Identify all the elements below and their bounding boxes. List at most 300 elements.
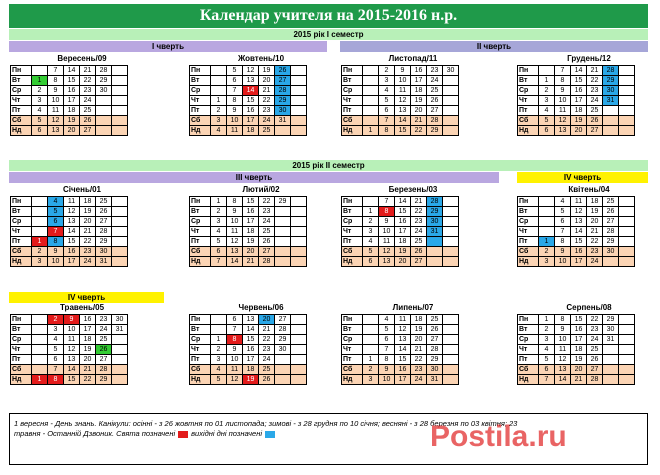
weekday-label: Чт [11, 227, 32, 237]
day-cell: 6 [379, 335, 395, 345]
day-cell: 31 [275, 116, 291, 126]
day-cell: 17 [571, 96, 587, 106]
day-cell: 22 [587, 237, 603, 247]
day-cell: 25 [96, 335, 112, 345]
weekday-label: Пн [518, 315, 539, 325]
month-title: Квітень/04 [568, 185, 610, 194]
day-cell: 19 [80, 345, 96, 355]
day-cell: 15 [395, 207, 411, 217]
day-cell [112, 375, 128, 385]
day-cell: 13 [395, 106, 411, 116]
weekday-label: Пт [518, 355, 539, 365]
day-cell [291, 315, 307, 325]
day-cell: 18 [243, 126, 259, 136]
day-cell [619, 116, 635, 126]
day-cell: 29 [603, 237, 619, 247]
day-cell: 1 [211, 96, 227, 106]
day-cell: 14 [571, 227, 587, 237]
day-cell: 28 [275, 325, 291, 335]
weekday-label: Нд [342, 375, 363, 385]
day-cell: 4 [211, 227, 227, 237]
day-cell [211, 66, 227, 76]
day-cell [619, 315, 635, 325]
day-cell [112, 335, 128, 345]
day-cell: 15 [571, 315, 587, 325]
day-cell: 26 [427, 325, 443, 335]
day-cell: 30 [96, 247, 112, 257]
day-cell [96, 126, 112, 136]
day-cell: 16 [571, 325, 587, 335]
day-cell [112, 116, 128, 126]
day-cell: 10 [227, 116, 243, 126]
day-cell: 3 [211, 116, 227, 126]
day-cell: 3 [363, 227, 379, 237]
day-cell: 28 [275, 86, 291, 96]
day-cell [443, 126, 459, 136]
day-cell: 28 [259, 257, 275, 267]
day-cell [603, 257, 619, 267]
day-cell: 9 [395, 66, 411, 76]
day-cell [443, 375, 459, 385]
quarter-1-banner: І чверть [9, 41, 327, 52]
day-cell: 2 [48, 315, 64, 325]
day-cell: 19 [571, 116, 587, 126]
day-cell: 7 [539, 375, 555, 385]
day-cell: 10 [395, 76, 411, 86]
notes-line-2a: травня - Останній Дзвоник. Свята позначені [14, 429, 176, 438]
day-cell: 21 [243, 257, 259, 267]
day-cell: 15 [64, 375, 80, 385]
day-cell [112, 96, 128, 106]
day-cell: 11 [571, 197, 587, 207]
weekday-label: Пт [11, 106, 32, 116]
day-cell [211, 86, 227, 96]
day-cell [291, 116, 307, 126]
day-cell: 10 [48, 96, 64, 106]
day-cell: 14 [64, 365, 80, 375]
day-cell: 28 [587, 375, 603, 385]
day-cell: 21 [80, 227, 96, 237]
day-cell [539, 217, 555, 227]
day-cell [539, 197, 555, 207]
day-cell [275, 227, 291, 237]
day-cell: 13 [379, 257, 395, 267]
weekday-label: Чт [190, 345, 211, 355]
day-cell: 14 [555, 375, 571, 385]
day-cell: 31 [603, 96, 619, 106]
day-cell [443, 86, 459, 96]
day-cell: 14 [64, 227, 80, 237]
day-cell: 12 [227, 375, 243, 385]
day-cell [603, 126, 619, 136]
day-cell: 20 [411, 335, 427, 345]
weekday-label: Ср [518, 217, 539, 227]
day-cell: 13 [395, 335, 411, 345]
day-cell: 13 [571, 217, 587, 227]
day-cell: 1 [32, 76, 48, 86]
weekday-label: Ср [190, 217, 211, 227]
day-cell: 21 [587, 227, 603, 237]
weekday-label: Пт [11, 237, 32, 247]
day-cell: 29 [275, 96, 291, 106]
day-cell: 25 [80, 106, 96, 116]
day-cell [291, 237, 307, 247]
weekday-label: Сб [11, 365, 32, 375]
weekday-label: Нд [518, 375, 539, 385]
day-cell: 24 [587, 96, 603, 106]
day-cell [539, 207, 555, 217]
day-cell [211, 325, 227, 335]
day-cell: 30 [603, 247, 619, 257]
day-cell: 22 [80, 375, 96, 385]
month-title: Грудень/12 [567, 54, 611, 63]
weekday-label: Вт [518, 325, 539, 335]
day-cell: 3 [539, 96, 555, 106]
day-cell: 4 [363, 237, 379, 247]
day-cell [443, 76, 459, 86]
day-cell: 19 [259, 66, 275, 76]
day-cell: 27 [603, 217, 619, 227]
day-cell: 17 [64, 257, 80, 267]
weekday-label: Чт [342, 96, 363, 106]
day-cell: 18 [571, 345, 587, 355]
day-cell: 14 [243, 325, 259, 335]
day-cell: 29 [275, 335, 291, 345]
day-cell [32, 355, 48, 365]
weekday-label: Нд [11, 257, 32, 267]
day-cell [619, 345, 635, 355]
day-cell: 5 [539, 116, 555, 126]
notes-line-1: 1 вересня - День знань. Канікули: осінні - з 26 жовтня по 01 листопада; зимові - з 28 грудня по 10 січня; весняні - з 28 березня по 03 квітня; 23 [14, 419, 518, 428]
day-cell: 18 [587, 197, 603, 207]
day-cell [112, 247, 128, 257]
day-cell: 22 [411, 207, 427, 217]
day-cell: 25 [259, 227, 275, 237]
day-cell: 29 [427, 126, 443, 136]
day-cell: 17 [395, 227, 411, 237]
day-cell: 23 [259, 207, 275, 217]
day-cell: 11 [379, 237, 395, 247]
weekday-label: Нд [342, 257, 363, 267]
month-title: Червень/06 [238, 303, 284, 312]
day-cell [291, 217, 307, 227]
weekday-label: Вт [11, 325, 32, 335]
day-cell [211, 76, 227, 86]
weekday-label: Ср [342, 86, 363, 96]
day-cell [291, 197, 307, 207]
day-cell: 10 [64, 325, 80, 335]
day-cell [291, 257, 307, 267]
semester-1-banner: 2015 рік I семестр [9, 29, 648, 40]
day-cell [363, 335, 379, 345]
day-cell [96, 116, 112, 126]
day-cell: 24 [259, 217, 275, 227]
day-cell: 11 [227, 227, 243, 237]
day-cell: 1 [363, 126, 379, 136]
day-cell: 8 [555, 315, 571, 325]
weekday-label: Вт [190, 207, 211, 217]
day-cell [603, 365, 619, 375]
day-cell: 16 [395, 365, 411, 375]
month-grid [10, 314, 128, 385]
day-cell: 10 [48, 257, 64, 267]
day-cell: 12 [379, 247, 395, 257]
weekday-label: Нд [190, 257, 211, 267]
weekday-label: Нд [518, 126, 539, 136]
weekday-label: Ср [11, 217, 32, 227]
day-cell [363, 106, 379, 116]
weekday-label: Пн [518, 66, 539, 76]
day-cell: 2 [211, 207, 227, 217]
day-cell: 13 [64, 355, 80, 365]
month-grid [341, 196, 459, 267]
day-cell [619, 197, 635, 207]
day-cell [603, 355, 619, 365]
month-title: Жовтень/10 [237, 54, 285, 63]
day-cell: 3 [32, 257, 48, 267]
day-cell: 7 [379, 345, 395, 355]
weekday-label: Чт [11, 345, 32, 355]
day-cell: 11 [555, 106, 571, 116]
day-cell: 7 [555, 66, 571, 76]
day-cell: 13 [555, 126, 571, 136]
day-cell: 31 [427, 227, 443, 237]
weekday-label: Пн [190, 315, 211, 325]
day-cell [32, 345, 48, 355]
weekday-label: Пн [342, 315, 363, 325]
day-cell [112, 345, 128, 355]
day-cell: 10 [379, 227, 395, 237]
day-cell [112, 66, 128, 76]
weekday-label: Вт [342, 207, 363, 217]
day-cell: 28 [603, 227, 619, 237]
weekday-label: Вт [518, 76, 539, 86]
day-cell: 14 [395, 345, 411, 355]
day-cell: 22 [259, 96, 275, 106]
day-cell: 18 [64, 106, 80, 116]
day-cell [112, 86, 128, 96]
day-cell: 24 [427, 76, 443, 86]
weekday-label: Ср [518, 335, 539, 345]
day-cell: 25 [587, 345, 603, 355]
day-cell: 3 [32, 96, 48, 106]
weekday-label: Пт [518, 237, 539, 247]
weekday-label: Сб [342, 365, 363, 375]
day-cell: 4 [539, 106, 555, 116]
day-cell: 27 [411, 257, 427, 267]
day-cell: 31 [603, 335, 619, 345]
day-cell: 23 [427, 66, 443, 76]
day-cell [32, 325, 48, 335]
day-cell: 29 [96, 76, 112, 86]
day-cell: 5 [379, 325, 395, 335]
day-cell: 1 [211, 335, 227, 345]
day-cell [291, 66, 307, 76]
page-title: Календар учителя на 2015-2016 н.р. [9, 4, 648, 28]
day-cell: 1 [32, 375, 48, 385]
weekday-label: Ср [342, 335, 363, 345]
day-cell: 28 [603, 66, 619, 76]
day-cell [619, 66, 635, 76]
day-cell: 2 [363, 217, 379, 227]
day-cell: 7 [379, 116, 395, 126]
day-cell: 27 [96, 217, 112, 227]
month-title: Липень/07 [392, 303, 434, 312]
day-cell [603, 375, 619, 385]
day-cell: 26 [259, 237, 275, 247]
day-cell: 17 [411, 76, 427, 86]
day-cell: 15 [64, 76, 80, 86]
day-cell: 19 [587, 207, 603, 217]
day-cell: 2 [211, 345, 227, 355]
weekday-label: Пт [190, 237, 211, 247]
day-cell: 29 [603, 76, 619, 86]
weekday-label: Ср [11, 86, 32, 96]
day-cell: 22 [411, 355, 427, 365]
day-cell [275, 217, 291, 227]
day-cell: 28 [96, 66, 112, 76]
day-cell [291, 126, 307, 136]
day-cell: 14 [227, 257, 243, 267]
day-cell: 8 [48, 375, 64, 385]
day-cell: 8 [227, 96, 243, 106]
day-cell: 14 [571, 66, 587, 76]
day-cell [96, 96, 112, 106]
day-cell: 22 [259, 197, 275, 207]
day-cell: 28 [427, 116, 443, 126]
day-cell: 17 [64, 96, 80, 106]
day-cell: 3 [211, 355, 227, 365]
day-cell: 1 [211, 197, 227, 207]
weekday-label: Ср [190, 335, 211, 345]
day-cell: 28 [96, 227, 112, 237]
day-cell [96, 106, 112, 116]
day-cell: 6 [363, 257, 379, 267]
day-cell: 8 [555, 237, 571, 247]
day-cell: 8 [48, 76, 64, 86]
day-cell: 18 [411, 315, 427, 325]
day-cell [619, 227, 635, 237]
day-cell: 20 [64, 126, 80, 136]
day-cell [32, 197, 48, 207]
day-cell: 27 [427, 106, 443, 116]
day-cell: 28 [96, 365, 112, 375]
day-cell: 19 [411, 96, 427, 106]
day-cell: 30 [427, 365, 443, 375]
day-cell: 10 [555, 335, 571, 345]
weekday-label: Чт [518, 227, 539, 237]
day-cell: 11 [227, 365, 243, 375]
day-cell [112, 237, 128, 247]
day-cell: 4 [379, 315, 395, 325]
weekday-label: Пн [190, 197, 211, 207]
day-cell: 15 [243, 335, 259, 345]
day-cell [291, 106, 307, 116]
day-cell: 26 [587, 116, 603, 126]
day-cell [619, 207, 635, 217]
day-cell: 12 [555, 116, 571, 126]
weekday-label: Ср [190, 86, 211, 96]
weekday-label: Пн [342, 197, 363, 207]
day-cell: 16 [64, 86, 80, 96]
day-cell [539, 66, 555, 76]
day-cell [443, 257, 459, 267]
day-cell: 22 [80, 237, 96, 247]
day-cell [443, 335, 459, 345]
day-cell [443, 106, 459, 116]
day-cell: 5 [48, 345, 64, 355]
day-cell: 29 [275, 197, 291, 207]
month-grid [517, 65, 635, 136]
day-cell [539, 227, 555, 237]
day-cell: 7 [48, 365, 64, 375]
day-cell [619, 257, 635, 267]
day-cell [443, 207, 459, 217]
semester-2-banner: 2015 рік II семестр [9, 160, 648, 171]
day-cell [443, 315, 459, 325]
day-cell: 21 [411, 345, 427, 355]
day-cell: 3 [211, 217, 227, 227]
day-cell: 16 [571, 247, 587, 257]
day-cell: 20 [395, 257, 411, 267]
day-cell: 6 [48, 355, 64, 365]
weekday-label: Сб [11, 116, 32, 126]
day-cell: 24 [587, 335, 603, 345]
day-cell: 4 [211, 365, 227, 375]
day-cell: 21 [411, 116, 427, 126]
day-cell [619, 76, 635, 86]
quarter-4-banner-may: ІV чверть [9, 292, 164, 303]
day-cell: 14 [395, 116, 411, 126]
weekday-label: Вт [342, 76, 363, 86]
weekday-label: Пт [342, 237, 363, 247]
day-cell [443, 217, 459, 227]
day-cell: 5 [211, 237, 227, 247]
day-cell: 13 [227, 247, 243, 257]
day-cell: 7 [379, 197, 395, 207]
day-cell: 5 [48, 207, 64, 217]
month-title: Лютий/02 [242, 185, 280, 194]
day-cell: 25 [411, 237, 427, 247]
day-cell: 3 [363, 375, 379, 385]
day-cell [291, 345, 307, 355]
day-cell [291, 207, 307, 217]
day-cell: 30 [96, 86, 112, 96]
day-cell: 13 [555, 365, 571, 375]
weekday-label: Вт [190, 325, 211, 335]
weekday-label: Пн [342, 66, 363, 76]
day-cell: 4 [32, 106, 48, 116]
day-cell: 12 [243, 66, 259, 76]
day-cell [112, 126, 128, 136]
day-cell: 2 [32, 247, 48, 257]
day-cell: 7 [211, 257, 227, 267]
day-cell: 12 [64, 207, 80, 217]
day-cell: 21 [259, 325, 275, 335]
day-cell: 18 [243, 365, 259, 375]
day-cell: 18 [80, 335, 96, 345]
day-cell: 9 [555, 325, 571, 335]
day-cell: 6 [539, 126, 555, 136]
weekday-label: Пн [518, 197, 539, 207]
day-cell [619, 86, 635, 96]
day-cell: 9 [227, 345, 243, 355]
month-grid [341, 314, 459, 385]
day-cell: 15 [243, 96, 259, 106]
day-cell: 28 [427, 345, 443, 355]
day-cell [32, 227, 48, 237]
day-cell: 30 [275, 106, 291, 116]
